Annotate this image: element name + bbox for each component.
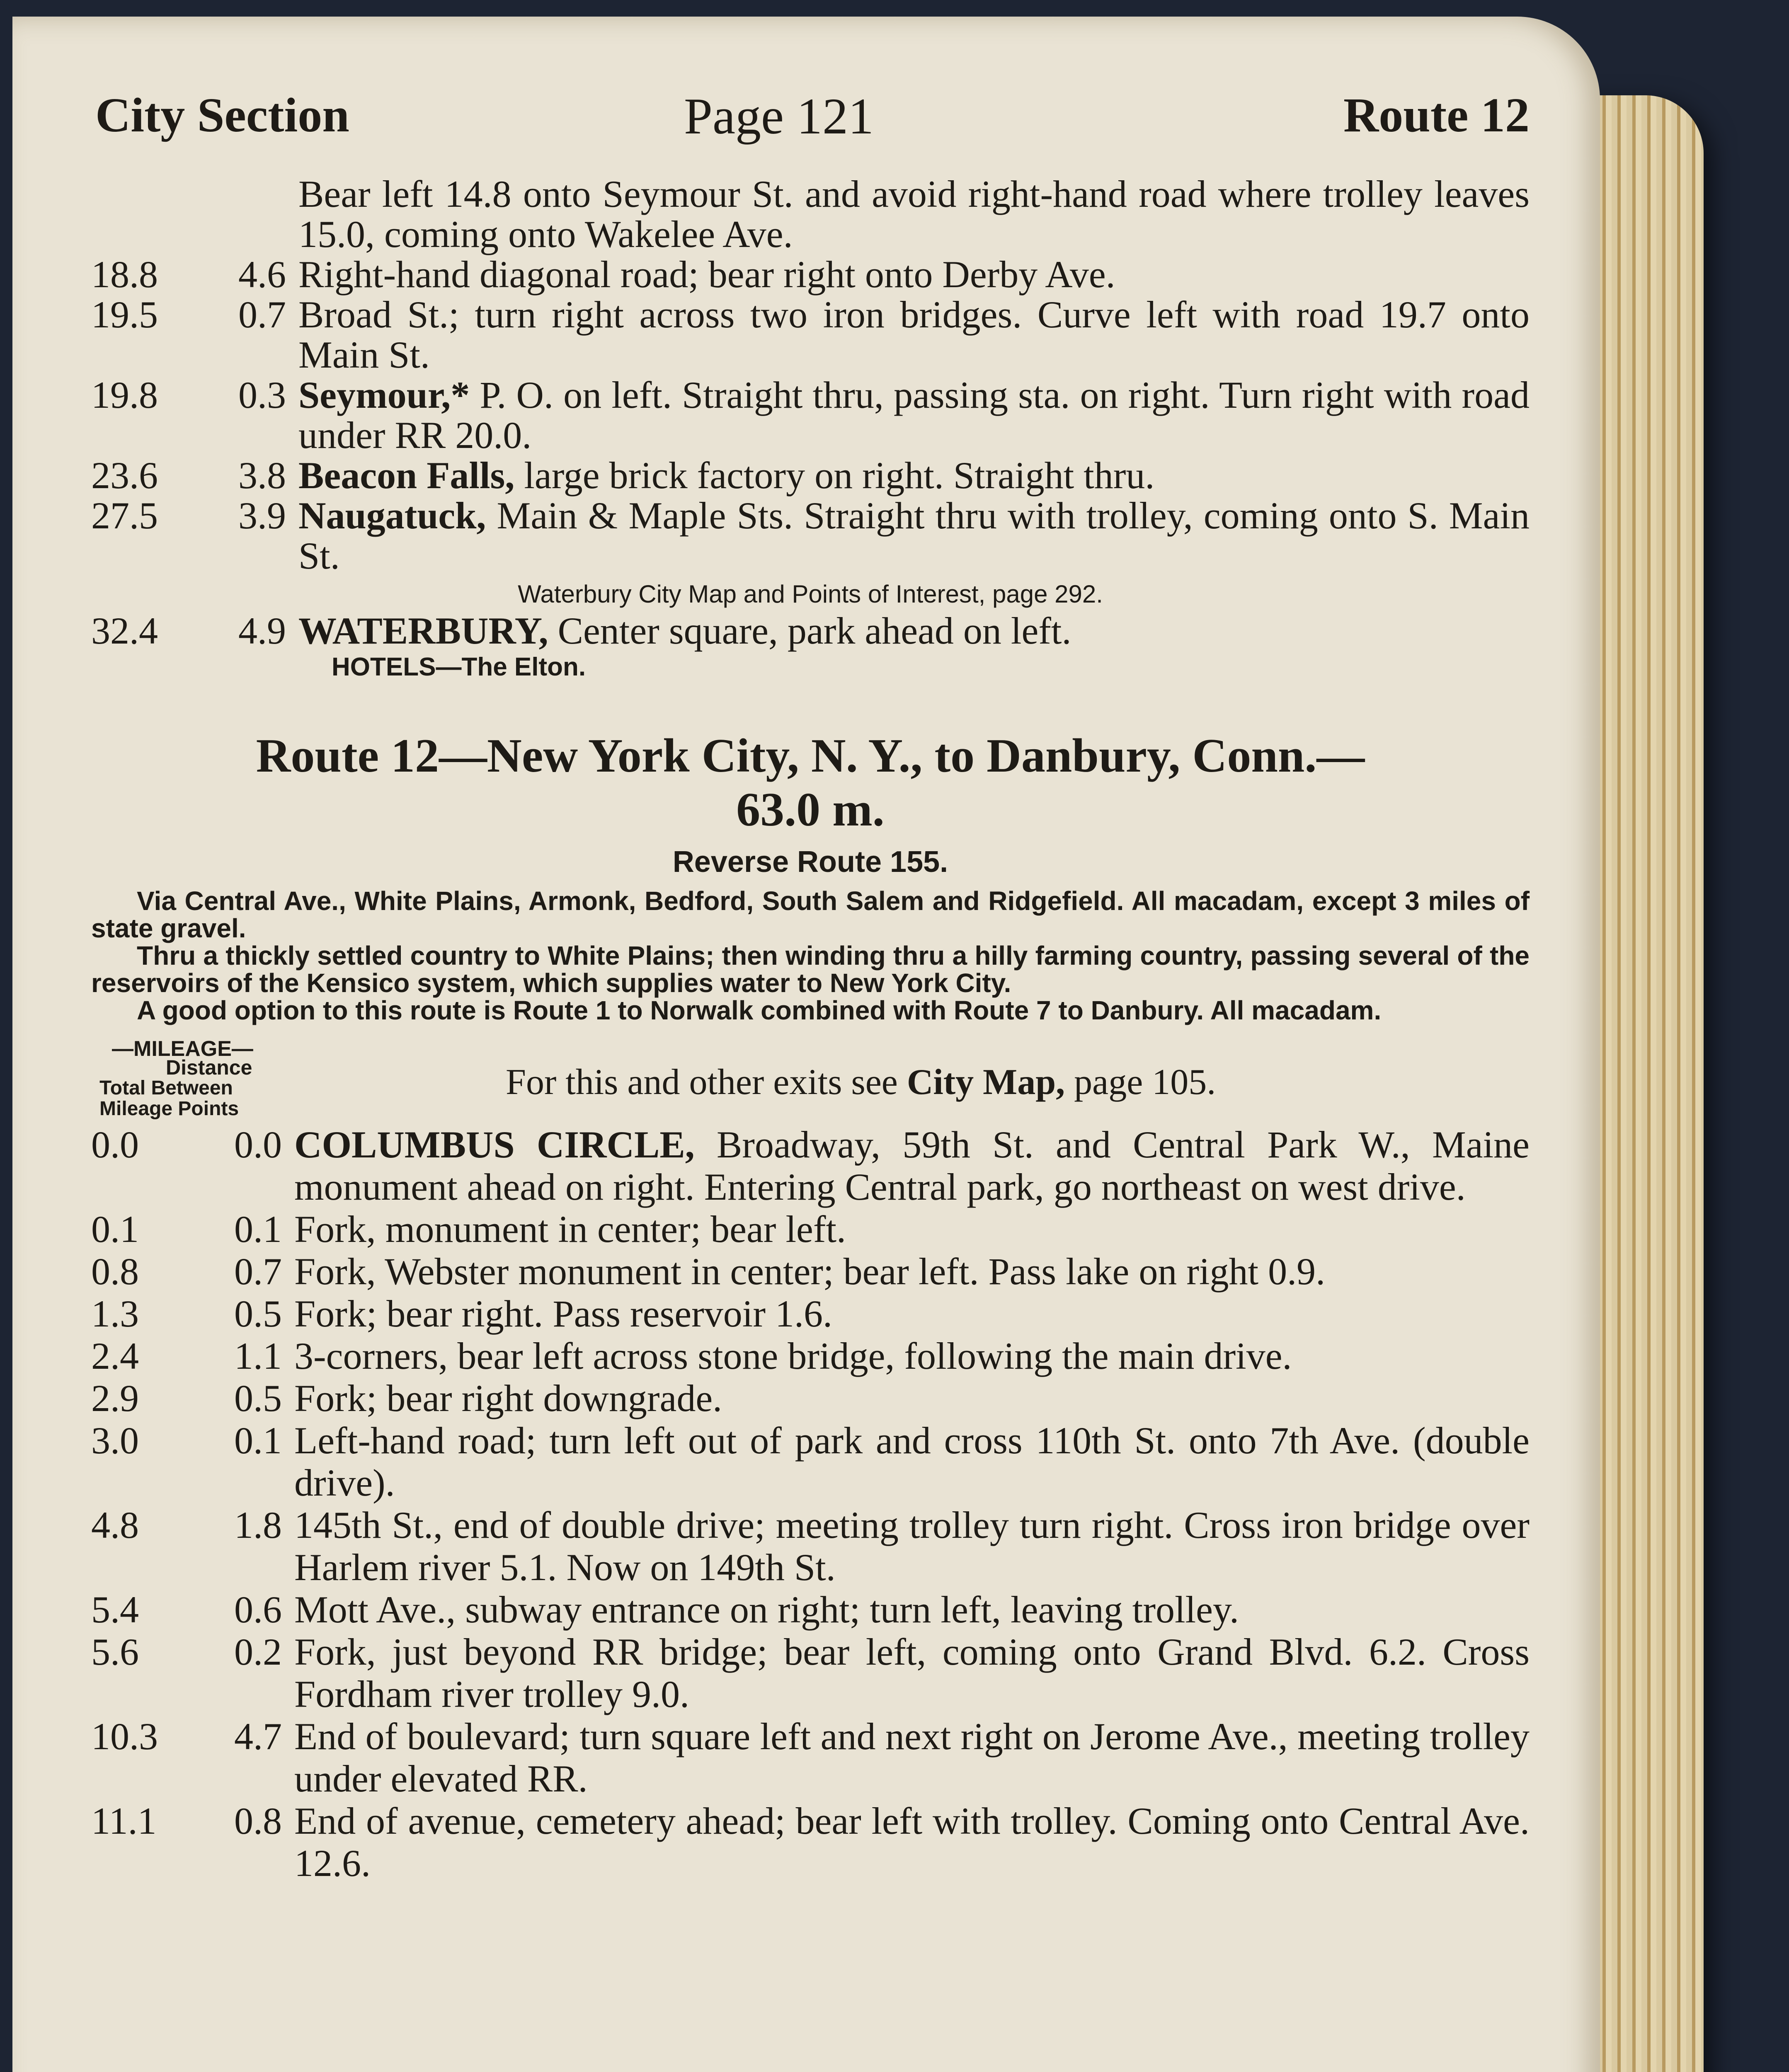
between-mileage: 4.7 [234,1715,282,1757]
place-name: Seymour,* [298,374,470,416]
hotels-note: HOTELS—The Elton. [332,653,586,681]
mileage-points-label: Mileage Points [99,1098,239,1120]
total-mileage: 18.8 [91,253,158,295]
direction-text: 3-corners, bear left across stone bridge, following the main drive. [294,1335,1292,1377]
total-mileage: 5.6 [91,1631,139,1673]
place-name: Beacon Falls, [298,454,515,496]
direction-row [91,455,1530,496]
route-option: A good option to this route is Route 1 to Norwalk combined with Route 7 to Danbury. All macadam. [137,995,1382,1025]
direction-row [91,611,1530,651]
direction-text: Mott Ave., subway entrance on right; turn left, leaving trolley. [294,1588,1239,1631]
between-mileage: 0.1 [234,1419,282,1462]
direction-row [91,496,1530,576]
total-mileage: 27.5 [91,494,158,537]
direction-text: Fork, Webster monument in center; bear left. Pass lake on right 0.9. [294,1250,1326,1293]
running-header [91,87,1530,174]
header-section: City Section [95,88,349,142]
direction-text: Right-hand diagonal road; bear right onto Derby Ave. [298,253,1115,295]
direction-row [91,295,1530,375]
direction-text: End of boulevard; turn square left and next right on Jerome Ave., meeting trolley under elevated RR. [294,1715,1530,1800]
route-12-directions [91,1123,1530,1884]
between-mileage: 0.7 [234,1250,282,1293]
between-mileage: 0.8 [234,1800,282,1842]
note-suffix: page 105. [1065,1062,1216,1102]
direction-text: End of avenue, cemetery ahead; bear left with trolley. Coming onto Central Ave. 12.6. [294,1800,1530,1884]
direction-row [91,1715,1530,1800]
between-mileage: 3.9 [238,494,286,537]
total-mileage: 5.4 [91,1588,139,1631]
route-thru: Thru a thickly settled country to White Plains; then winding thru a hilly farming country, passing several of the reservoirs of the Kensico system, which supplies water to New York City. [91,941,1530,998]
between-label: Between [151,1077,233,1099]
between-mileage: 4.9 [238,610,286,652]
between-mileage: 0.0 [234,1123,282,1166]
between-mileage: 0.6 [234,1588,282,1631]
direction-row [91,174,1530,254]
waterbury-map-note: Waterbury City Map and Points of Interest, page 292. [518,580,1103,608]
place-name: WATERBURY, [298,610,548,652]
route-description [91,887,1530,1024]
total-mileage: 0.0 [91,1123,139,1166]
direction-row [91,1208,1530,1250]
reverse-route-note: Reverse Route 155. [672,845,948,879]
direction-row [91,1250,1530,1293]
direction-text [298,496,1530,576]
total-mileage: 1.3 [91,1293,139,1335]
direction-text [298,455,1530,496]
direction-detail: large brick factory on right. Straight thru. [514,454,1155,496]
header-route: Route 12 [1343,88,1530,142]
book-page [12,17,1600,2072]
total-mileage: 2.9 [91,1377,139,1419]
direction-row [91,1123,1530,1208]
total-mileage: 0.8 [91,1250,139,1293]
route-title [91,729,1530,837]
direction-text: 145th St., end of double drive; meeting trolley turn right. Cross iron bridge over Harlem river 5.1. Now on 149th St. [294,1504,1530,1588]
total-mileage: 32.4 [91,610,158,652]
direction-text: Fork; bear right downgrade. [294,1377,722,1419]
mileage-title: —MILEAGE— [112,1037,253,1061]
between-mileage: 0.2 [234,1631,282,1673]
direction-row [91,254,1530,295]
between-mileage: 4.6 [238,253,286,295]
direction-text [298,375,1530,455]
previous-route-directions [91,174,1530,683]
route-via: Via Central Ave., White Plains, Armonk, Bedford, South Salem and Ridgefield. All macadam, except 3 miles of state gravel. [91,886,1530,943]
header-page-number: Page 121 [684,88,874,145]
between-mileage: 1.1 [234,1335,282,1377]
direction-row [91,1800,1530,1884]
note-prefix: For this and other exits see [506,1062,907,1102]
total-label: Total [99,1077,146,1099]
total-mileage: 4.8 [91,1504,139,1546]
direction-detail: Main & Maple Sts. Straight thru with trolley, coming onto S. Main St. [298,494,1530,577]
total-mileage: 19.5 [91,293,158,336]
direction-row [91,1377,1530,1419]
direction-row [91,1293,1530,1335]
between-mileage: 0.5 [234,1377,282,1419]
direction-text [294,1123,1530,1208]
city-map-note [506,1061,1216,1103]
route-title-line1: Route 12—New York City, N. Y., to Danbury, Conn.— [256,729,1365,782]
mileage-distance-label: Distance [166,1056,252,1079]
direction-row [91,1335,1530,1377]
total-mileage: 10.3 [91,1715,158,1757]
between-mileage: 3.8 [238,454,286,496]
direction-row [91,1631,1530,1715]
mileage-column-labels [99,1078,239,1119]
route-title-distance: 63.0 m. [736,783,885,836]
direction-row [91,375,1530,455]
between-mileage: 0.5 [234,1293,282,1335]
direction-text: Fork, just beyond RR bridge; bear left, coming onto Grand Blvd. 6.2. Cross Fordham river trolley 9.0. [294,1631,1530,1715]
direction-detail: P. O. on left. Straight thru, passing sta. on right. Turn right with road under RR 20.0. [298,374,1530,456]
direction-row [91,1419,1530,1504]
direction-row [91,1504,1530,1588]
direction-text [298,611,1530,651]
total-mileage: 3.0 [91,1419,139,1462]
place-name: Naugatuck, [298,494,486,537]
direction-detail: Center square, park ahead on left. [548,610,1071,652]
direction-text: Left-hand road; turn left out of park and cross 110th St. onto 7th Ave. (double drive). [294,1419,1530,1504]
total-mileage: 2.4 [91,1335,139,1377]
total-mileage: 11.1 [91,1800,157,1842]
direction-text: Fork; bear right. Pass reservoir 1.6. [294,1293,832,1335]
between-mileage: 0.1 [234,1208,282,1250]
direction-row [91,1588,1530,1631]
direction-detail: Broadway, 59th St. and Central Park W., Maine monument ahead on right. Entering Central park, go northeast on west drive. [294,1123,1530,1208]
note-bold: City Map, [907,1062,1065,1102]
mileage-header [91,1036,1530,1119]
total-mileage: 0.1 [91,1208,139,1250]
direction-text: Broad St.; turn right across two iron bridges. Curve left with road 19.7 onto Main St. [298,293,1530,376]
direction-text: Bear left 14.8 onto Seymour St. and avoid right-hand road where trolley leaves 15.0, coming onto Wakelee Ave. [298,173,1530,255]
between-mileage: 0.7 [238,293,286,336]
total-mileage: 19.8 [91,374,158,416]
between-mileage: 0.3 [238,374,286,416]
place-name: COLUMBUS CIRCLE, [294,1123,695,1166]
page-content [91,87,1530,1884]
between-mileage: 1.8 [234,1504,282,1546]
total-mileage: 23.6 [91,454,158,496]
direction-text: Fork, monument in center; bear left. [294,1208,846,1250]
